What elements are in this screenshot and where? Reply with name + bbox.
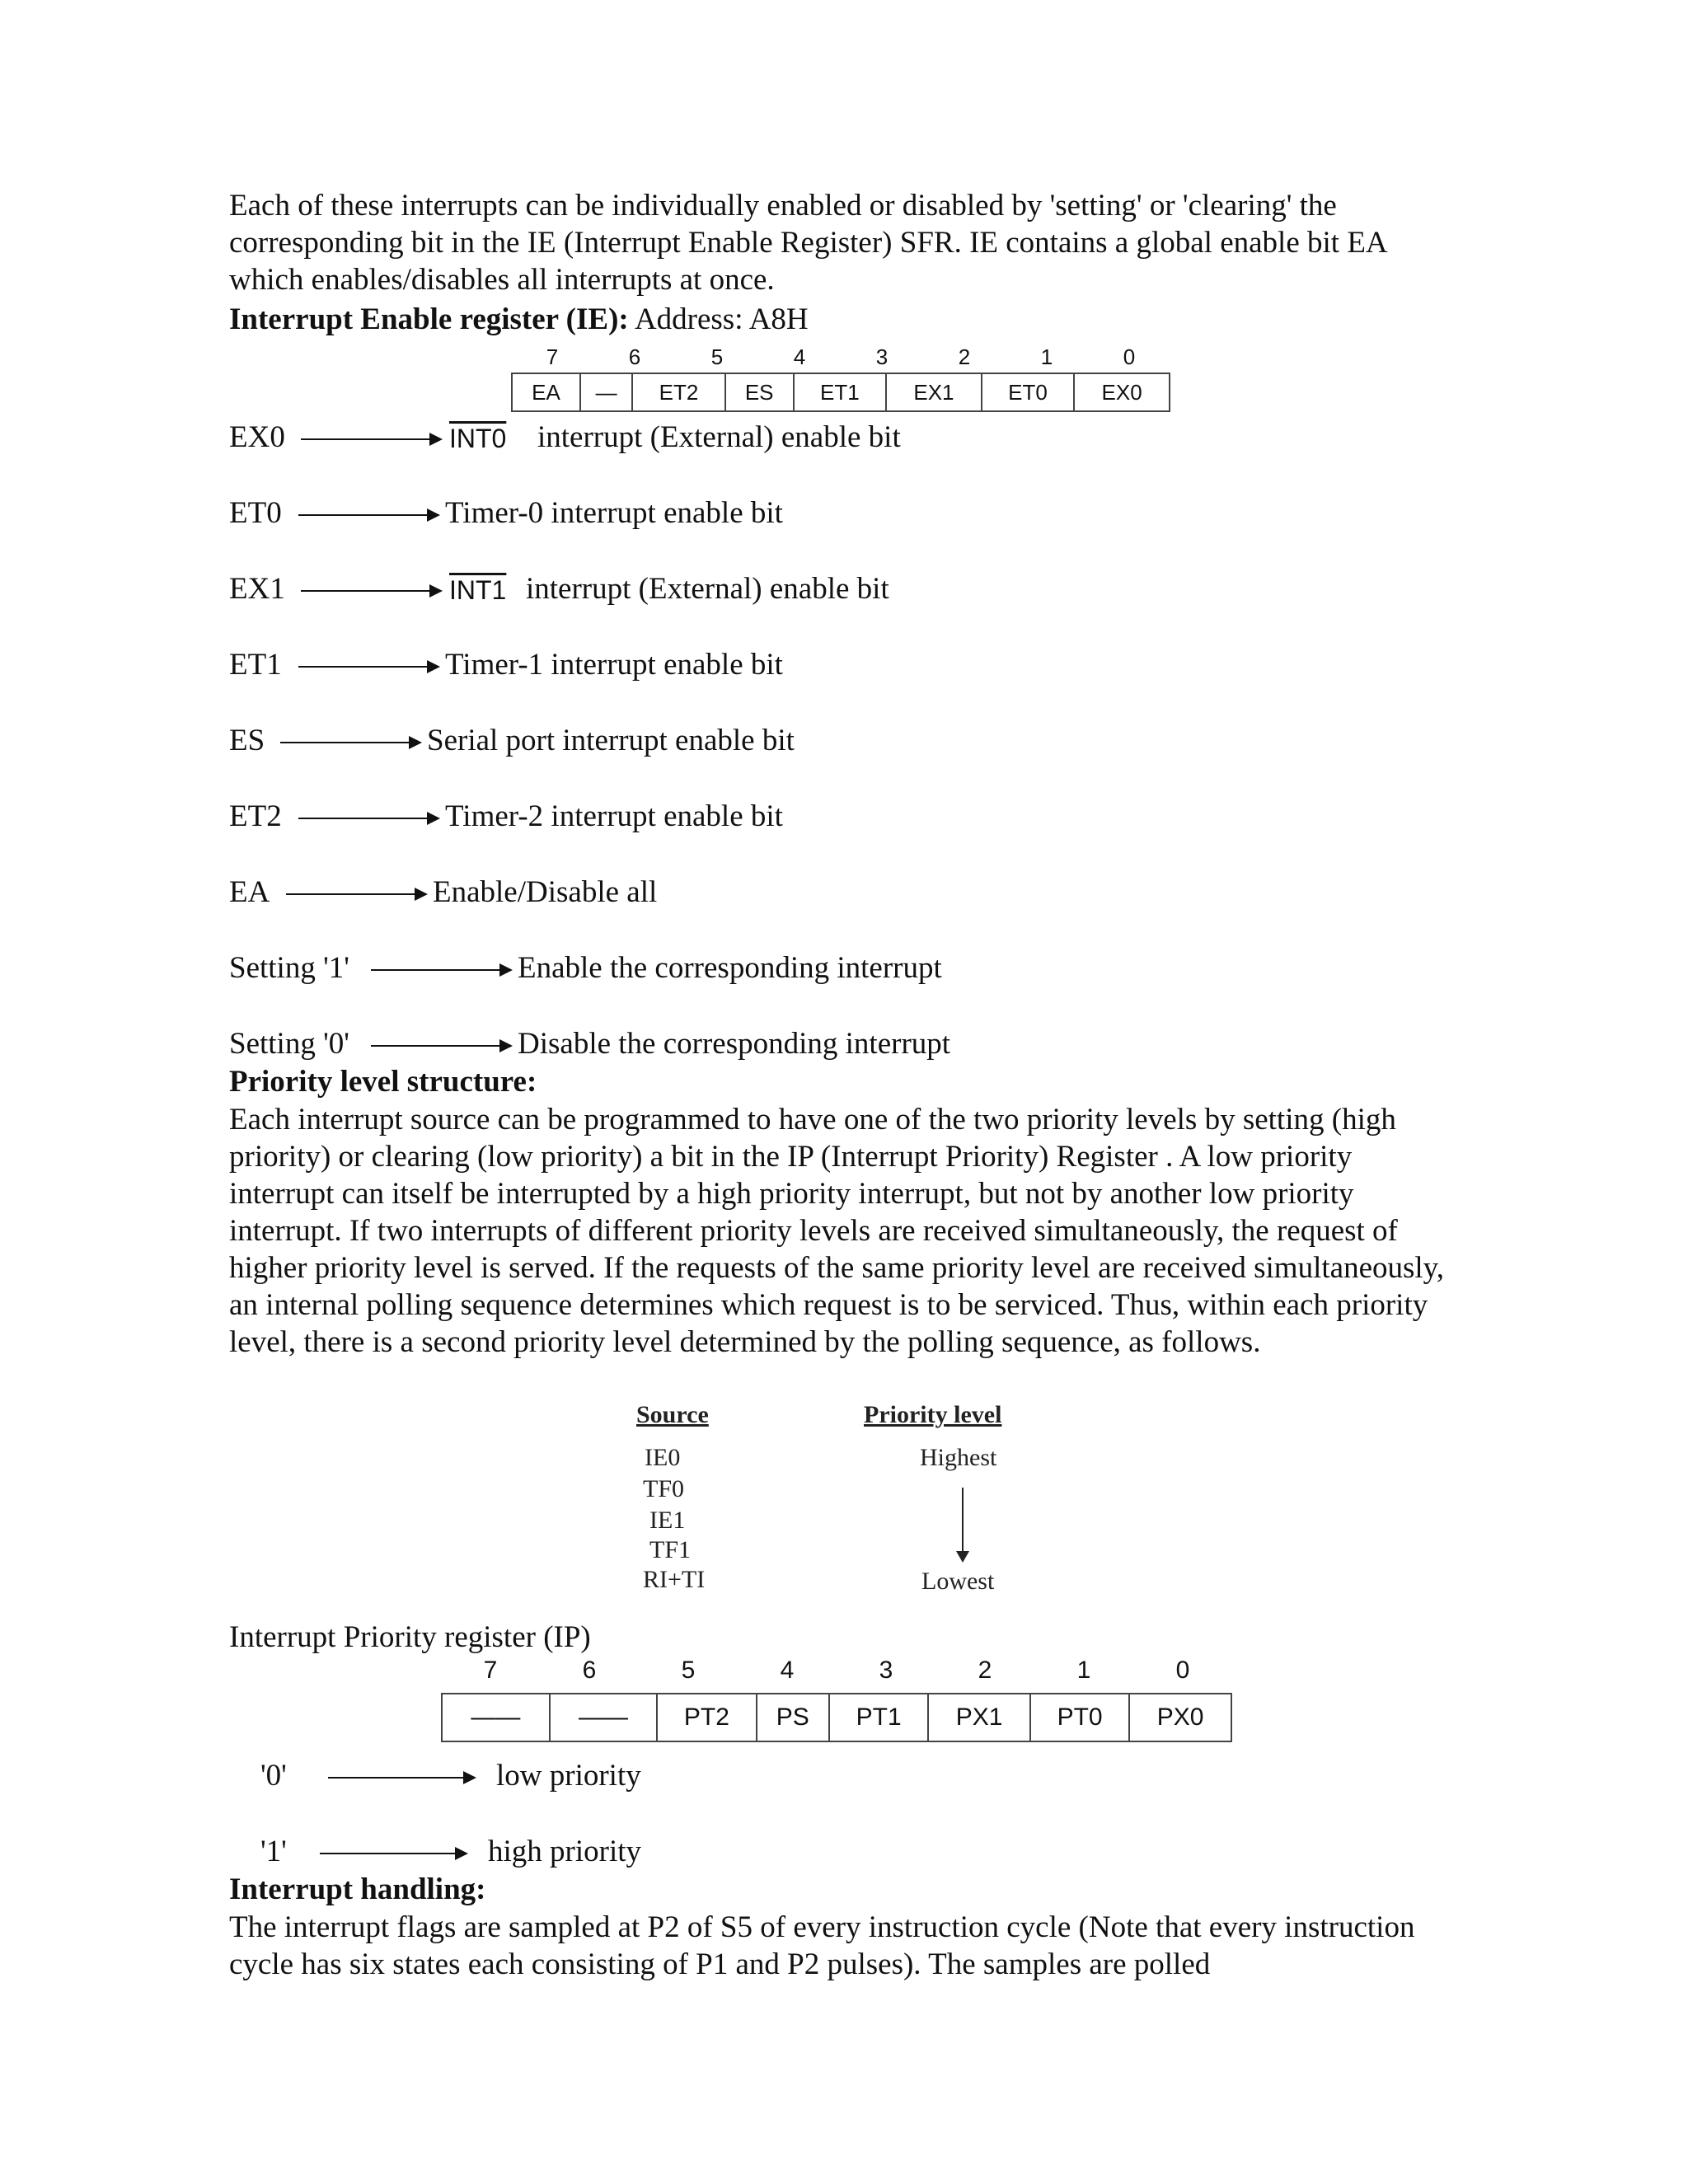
arrow-icon (286, 893, 426, 895)
overline-int1: INT1 (449, 575, 507, 605)
bit-desc-ea: Enable/Disable all (433, 875, 658, 909)
ip-bit-number: 5 (681, 1657, 696, 1684)
ip-register-table (441, 1693, 1232, 1742)
ip-legend-value: '1' (260, 1835, 287, 1868)
arrow-icon (298, 818, 438, 819)
ie-bit-cell: ES (725, 373, 794, 411)
bit-label-et1: ET1 (229, 648, 282, 682)
bit-label-et0: ET0 (229, 496, 282, 530)
ip-bit-cell: PT2 (657, 1694, 756, 1741)
arrow-icon (371, 1045, 511, 1047)
ip-bit-number: 6 (582, 1657, 597, 1684)
bit-label-es: ES (229, 724, 265, 757)
bit-desc-ex1: interrupt (External) enable bit (526, 572, 889, 606)
ip-bit-number: 3 (879, 1657, 893, 1684)
ip-bit-cell: PT0 (1030, 1694, 1129, 1741)
ie-bit-number: 3 (875, 344, 889, 369)
source-item: IE0 (645, 1444, 681, 1471)
highest-label: Highest (920, 1444, 997, 1471)
ie-heading-address: Address: A8H (628, 302, 809, 336)
ip-legend-value: '0' (260, 1759, 287, 1793)
ie-bit-number: 2 (958, 344, 971, 369)
intro-paragraph: Each of these interrupts can be individually enabled or disabled by 'setting' or 'clearing' the corresponding bit in the IE (Interrupt Enable Register) SFR. IE contains a global enable bit EA which enables/disables all interrupts at once. (229, 189, 1386, 297)
ip-bit-number: 2 (978, 1657, 992, 1684)
ip-bit-number: 1 (1076, 1657, 1091, 1684)
ie-bit-number: 0 (1123, 344, 1136, 369)
source-item: TF1 (649, 1536, 692, 1563)
ip-heading: Interrupt Priority register (IP) (229, 1620, 591, 1654)
priority-level-header: Priority level (864, 1401, 1002, 1428)
arrow-icon (280, 742, 420, 743)
ie-bit-cell: ET0 (982, 373, 1074, 411)
bit-label-ex0: EX0 (229, 420, 285, 454)
ip-legend-desc: high priority (488, 1835, 642, 1868)
ip-bit-cell: —— (550, 1694, 658, 1741)
ie-bit-cell: ET1 (794, 373, 886, 411)
ip-bit-number: 0 (1175, 1657, 1190, 1684)
priority-paragraph: Each interrupt source can be programmed to have one of the two priority levels by setting (high priority) or clearing (low priority) a bit in the IP (Interrupt Priority) Register . A low priority interrupt can itself be interrupted by a high priority interrupt, but not by another low priority interrupt. If two interrupts of different priority levels are received simultaneously, the request of higher priority level is served. If the requests of the same priority level are received simultaneously, an internal polling sequence determines which request is to be serviced. Thus, within each priority level, there is a second priority level determined by the polling sequence, as follows. (229, 1103, 1445, 1359)
ie-heading (229, 301, 809, 338)
ie-bit-number: 1 (1040, 344, 1053, 369)
bit-desc-es: Serial port interrupt enable bit (427, 724, 795, 757)
setting-one-label: Setting '1' (229, 951, 349, 985)
bit-desc-et1: Timer-1 interrupt enable bit (445, 648, 783, 682)
setting-zero-label: Setting '0' (229, 1027, 349, 1061)
ie-bit-number: 6 (628, 344, 641, 369)
arrow-icon (328, 1777, 475, 1779)
source-header: Source (636, 1401, 709, 1428)
ip-bit-cell: PT1 (829, 1694, 928, 1741)
ip-bit-cell: PS (757, 1694, 830, 1741)
lowest-label: Lowest (921, 1568, 995, 1595)
priority-heading: Priority level structure: (229, 1065, 537, 1099)
ip-bit-number: 4 (780, 1657, 795, 1684)
bit-label-ea: EA (229, 875, 270, 909)
overline-int0: INT0 (449, 424, 507, 453)
ip-bit-number: 7 (483, 1657, 498, 1684)
setting-one-desc: Enable the corresponding interrupt (518, 951, 942, 985)
ip-bit-cell: PX1 (928, 1694, 1030, 1741)
arrow-icon (371, 969, 511, 971)
arrow-icon (301, 438, 441, 440)
ip-bit-cell: PX0 (1129, 1694, 1231, 1741)
ie-bit-cell: — (580, 373, 632, 411)
arrow-icon (298, 514, 438, 516)
ie-bit-number: 5 (710, 344, 724, 369)
source-item: IE1 (649, 1507, 686, 1534)
ie-bit-number: 7 (546, 344, 559, 369)
ie-heading-bold: Interrupt Enable register (IE): (229, 302, 629, 336)
ie-register-table (511, 373, 1170, 412)
ie-bit-cell: EX0 (1074, 373, 1170, 411)
arrow-icon (320, 1853, 467, 1854)
bit-desc-et0: Timer-0 interrupt enable bit (445, 496, 783, 530)
ie-bit-cell: ET2 (632, 373, 724, 411)
arrow-icon (301, 590, 441, 592)
down-arrow-icon (962, 1488, 964, 1552)
handling-paragraph: The interrupt flags are sampled at P2 of S5 of every instruction cycle (Note that every instruction cycle has six states each consisting of P1 and P2 pulses). The samples are polled (229, 1910, 1415, 1981)
bit-desc-et2: Timer-2 interrupt enable bit (445, 799, 783, 833)
ie-bit-number: 4 (793, 344, 806, 369)
source-item: RI+TI (643, 1566, 706, 1593)
setting-zero-desc: Disable the corresponding interrupt (518, 1027, 951, 1061)
source-item: TF0 (643, 1475, 685, 1502)
bit-label-et2: ET2 (229, 799, 282, 833)
ip-bit-cell: —— (442, 1694, 550, 1741)
bit-desc-ex0: interrupt (External) enable bit (537, 420, 901, 454)
ie-bit-cell: EX1 (886, 373, 982, 411)
down-arrowhead-icon (956, 1551, 969, 1563)
arrow-icon (298, 666, 438, 668)
ie-bit-cell: EA (512, 373, 580, 411)
handling-heading: Interrupt handling: (229, 1872, 486, 1906)
ip-legend-desc: low priority (496, 1759, 641, 1793)
bit-label-ex1: EX1 (229, 572, 285, 606)
